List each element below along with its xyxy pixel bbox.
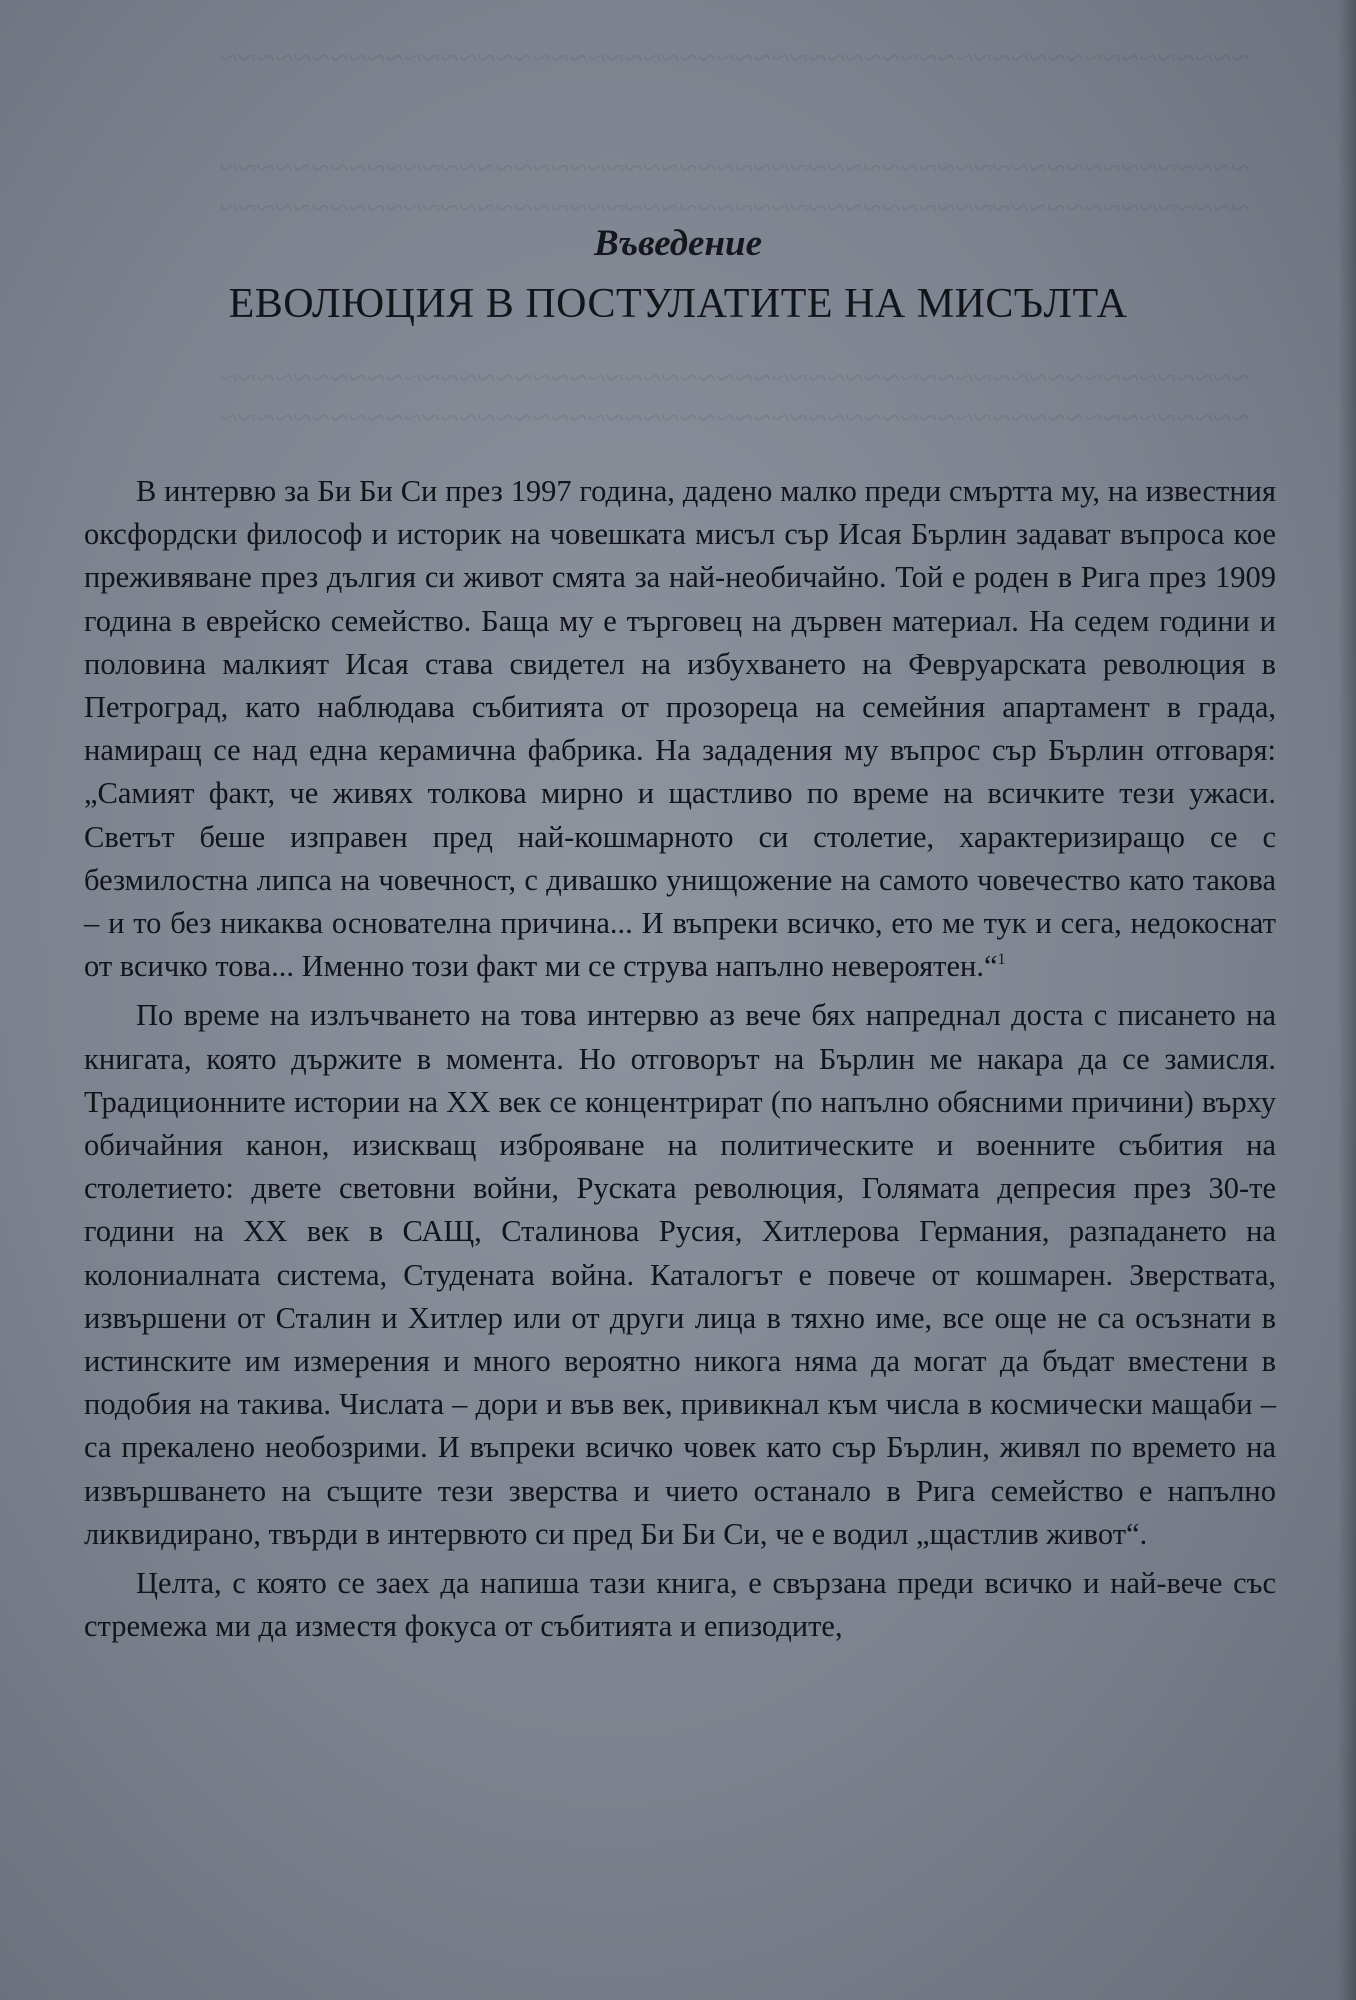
show-through-decoration: ~~~~~~~~~~~~~~~~~~~~~~~~~~~~~~~~~~~~~~~~~~~~~~~~~~~~~~~~ [219,150,1250,187]
paragraph-1 [84,470,1276,988]
footnote-marker[interactable]: 1 [997,951,1006,969]
paragraph-1-text: В интервю за Би Би Си през 1997 година, дадено малко преди смъртта му, на известния оксфордски философ и историк на човешката мисъл сър Исая Бърлин задават въпроса кое преживяване през дългия си живот смята за най-необичайно. Той е роден в Рига през 1909 година в еврейско семейство. Баща му е търговец на дървен материал. На седем години и половина малкият Исая става свидетел на избухването на Февруарската революция в Петроград, като наблюдава събитията от прозореца на семейния апартамент в града, намиращ се над една керамична фабрика. На зададения му въпрос сър Бърлин отговаря: „Самият факт, че живях толкова мирно и щастливо по време на всичките тези ужаси. Светът беше изправен пред най-кошмарното си столетие, характеризиращо се с безмилостна липса на човечност, с дивашко унищожение на самото човечество като такова – и то без никаква основателна причина... И въпреки всичко, ето ме тук и сега, недокоснат от всичко това... Именно този факт ми се струва напълно невероятен.“ [84,474,1276,984]
show-through-decoration: ~~~~~~~~~~~~~~~~~~~~~~~~~~~~~~~~~~~~~~~~~~~~~~~~~~~~~~~~ [219,400,1250,437]
show-through-decoration: ~~~~~~~~~~~~~~~~~~~~~~~~~~~~~~~~~~~~~~~~~~~~~~~~~~~~~~~~ [219,40,1250,77]
paragraph-3: Целта, с която се заех да напиша тази книга, е свързана преди всичко и най-вече със стремежа ми да изместя фокуса от събитията и епизодите, [84,1566,1276,1644]
show-through-decoration: ~~~~~~~~~~~~~~~~~~~~~~~~~~~~~~~~~~~~~~~~~~~~~~~~~~~~~~~~ [219,190,1250,227]
paragraph-2: По време на излъчването на това интервю аз вече бях напреднал доста с писането на книгата, която държите в момента. Но отговорът на Бърлин ме накара да се замисля. Традиционните истории на XX век се концентрират (по напълно обясними причини) върху обичайния канон, изискващ изброяване на политическите и военните събития на столетието: двете световни войни, Руската революция, Голямата депресия през 30-те години на XX век в САЩ, Сталинова Русия, Хитлерова Германия, разпадането на колониалната система, Студената война. Каталогът е повече от кошмарен. Зверствата, извършени от Сталин и Хитлер или от други лица в тяхно име, все още не са осъзнати в истинските им измерения и много вероятно никога няма да могат да бъдат вместени в подобия на такива. Числата – дори и във век, привикнал към числа в космически мащаби – са прекалено необозрими. И въпреки всичко човек като сър Бърлин, живял по времето на извършването на същите тези зверства и чието останало в Рига семейство е напълно ликвидирано, твърди в интервюто си пред Би Би Си, че е водил „щастлив живот“. [84,998,1276,1551]
chapter-title: ЕВОЛЮЦИЯ В ПОСТУЛАТИТЕ НА МИСЪЛТА [228,281,1128,327]
body-text [84,470,1276,1654]
show-through-decoration: ~~~~~~~~~~~~~~~~~~~~~~~~~~~~~~~~~~~~~~~~~~~~~~~~~~~~~~~~ [219,360,1250,397]
chapter-kicker: Въведение [593,223,763,264]
page-edge-shadow [1338,0,1356,2000]
